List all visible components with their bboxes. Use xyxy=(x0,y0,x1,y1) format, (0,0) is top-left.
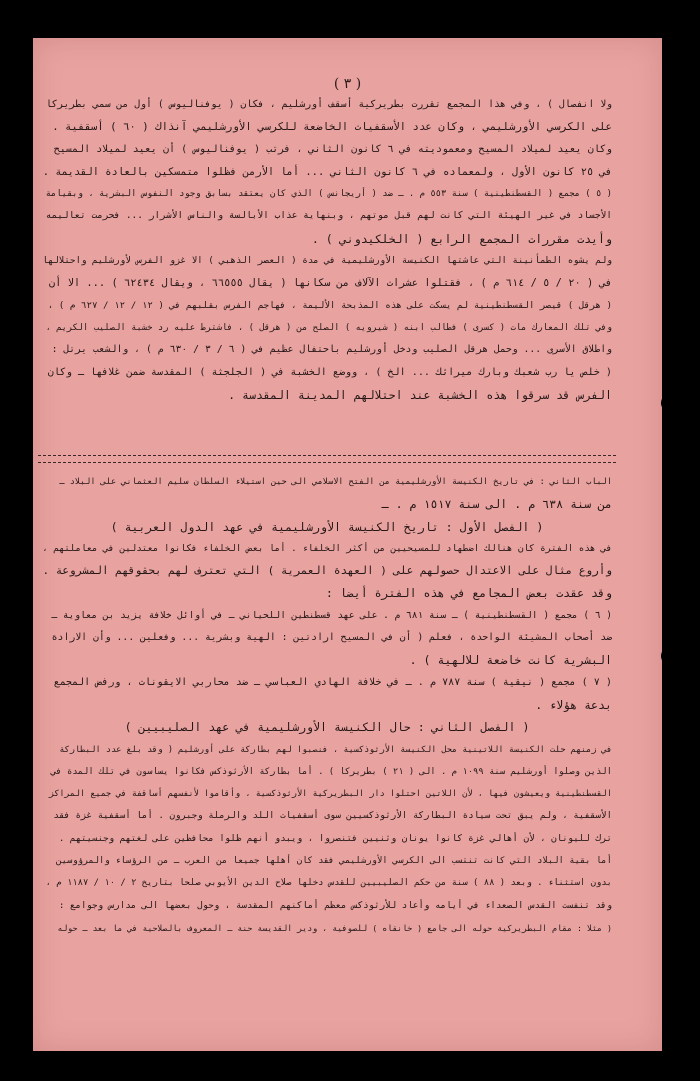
text-line: على الكرسي الأورشليمي ، وكان عدد الأسقفيات الخاضعة للكرسي الأورشليمي آنذاك ( ٦٠ ) أسقفية . xyxy=(52,120,612,134)
text-line: ( خلص يا رب شعبك وبارك ميراثك ... الخ ) ، ووضع الخشبة في ( الجلجثة ) المقدسة ضمن غلافها ـ وكان xyxy=(47,366,612,378)
text-line: وكان يعيد لميلاد المسيح ومعموديته في ٦ كانون الثاني ، فرتب ( يوفناليوس ) أن يعيد لميلاد المسيح xyxy=(53,143,612,155)
text-line: في ٢٥ كانون الأول ، ولمعماده في ٦ كانون الثاني ... أما الأرمن فظلوا متمسكين بالعادة القديمة . xyxy=(42,165,612,178)
text-line: ولا انفصال ) ، وفي هذا المجمع تقررت بطريركية أسقف أورشليم ، فكان ( يوفناليوس ) أول من سمي بطريركا xyxy=(45,99,612,110)
text-line: ( مثلا : مقام البطريركية حوله الى جامع ( خانقاه ) للصوفية ، ودير القديسة حنة ـ المعروف بالصلاحية في ما بعد ـ حوله xyxy=(57,922,612,933)
text-line: ( ٥ ) مجمع ( القسطنطينية ) سنة ٥٥٣ م . ـ ضد ( أريجانس ) الذي كان يعتقد بسابق وجود النفوس البشرية ، وبقيامة xyxy=(45,189,612,200)
text-line: ترك لليونان ، لأن أهالي غزة كانوا يونان وثنيين فتنصروا ، ويبدو أنهم ظلوا محافظين على لغتهم وجنسيتهم . xyxy=(58,832,612,844)
text-line: أما بقية البلاد التي كانت تنتسب الى الكرسي الأورشليمي فقد كان أهلها جميعا من العرب ـ من الرؤساء والمرؤوسين xyxy=(56,856,612,867)
text-line: في هذه الفترة كان هنالك اضطهاد للمسيحيين من أكثر الخلفاء . أما بعض الخلفاء فكانوا معتدلين في معاملتهم ، xyxy=(42,542,612,554)
text-line: واطلاق الأسرى ... وحمل هرقل الصليب ودخل أورشليم باحتفال عظيم في ( ٦ / ٣ / ٦٣٠ م ) ، والشعب يرتل : xyxy=(51,344,612,356)
text-line: ( هرقل ) قيصر القسطنطينية لم يسكت على هذه المذبحة الأليمة ، فهاجم الفرس بقلبهم في ( ١٢ / ١٢ / ٦٢٧ م ) ، xyxy=(47,299,612,311)
text-line: الباب الثاني : في تاريخ الكنيسة الأورشليمية من الفتح الاسلامي الى حين استيلاء السلطان سليم العثماني على البلاد ـ xyxy=(59,477,612,487)
section-chapter-two-text xyxy=(42,471,612,939)
text-line: الأسقفية ، ولم يبق تحت سيادة البطاركة الأرثوذكسيين سوى أسقفيات اللد والرملة وجبرون . أما أسقفية غزة فقد xyxy=(53,810,612,822)
text-line: وأروع مثال على الاعتدال حصولهم على ( العهدة العمرية ) التي تعترف لهم بحقوقهم المشروعة . xyxy=(42,564,612,578)
section-councils-text xyxy=(42,94,612,406)
text-line: ( ٧ ) مجمع ( نيقية ) سنة ٧٨٧ م . ـ في خلافة الهادي العباسي ـ ضد محاربي الايقونات ، ورفض المجمع xyxy=(53,676,612,688)
text-line: بدعة هؤلاء . xyxy=(535,697,612,712)
text-line: وفي تلك المعارك مات ( كسرى ) فطالب ابنه ( شيرويه ) الصلح من ( هرقل ) ، فاشترط عليه رد خشبة الصليب الكريم ، xyxy=(45,322,612,333)
page-number: ( ٣ ) xyxy=(333,76,362,92)
text-line: ( الفصل الثاني : حال الكنيسة الأورشليمية في عهد الصليبيين ) xyxy=(124,720,530,735)
text-line: ضد أصحاب المشيئة الواحدة ، فعلم ( أن في المسيح ارادتين : الهية وبشرية ... وفعلين ... وأن الارادة xyxy=(51,632,612,644)
text-line: الذين وصلوا أورشليم سنة ١٠٩٩ م . الى ( ٢١ ) بطريركا ) . أما بطاركة الأرثوذكس فكانوا يساسون في تلك المدة في xyxy=(50,766,612,777)
text-line: في زمنهم حلت الكنيسة اللاتينية محل الكنيسة الأرثوذكسية ، فنصبوا لهم بطاركة على أورشليم ( وقد بلغ عدد البطاركة xyxy=(59,744,612,755)
text-line: القسطنطينية ويعيشون فيها ، لأن اللاتين احتلوا دار البطريركية الأرثوذكسية ، وأقاموا لأنفسهم أساقفة في جميع المراكز xyxy=(49,789,612,800)
section-divider xyxy=(38,455,616,463)
text-line: من سنة ٦٣٨ م . الى سنة ١٥١٧ م . ـ xyxy=(381,497,612,512)
text-line: ( ٦ ) مجمع ( القسطنطينية ) ـ سنة ٦٨١ م . على عهد قسطنطين اللحياني ـ في أوائل خلافة يزيد بن معاوية ـ xyxy=(51,609,612,621)
text-line: وأيدت مقررات المجمع الرابع ( الخلكيدوني ) . xyxy=(311,231,612,246)
text-line: وقد تنفست القدس الصعداء في أيامه وأعاد للأرثوذكس معظم أماكنهم المقدسة ، وحول بعضها الى مدارس وجوامع : xyxy=(58,899,612,911)
text-line: ولم يشوه الطمأنينة التي عاشتها الكنيسة الأورشليمية في مدة ( العصر الذهبي ) الا غزو الفرس لأورشليم واحتلالها xyxy=(42,255,612,267)
punch-hole-lower xyxy=(661,647,679,665)
text-line: في ( ٢٠ / ٥ / ٦١٤ م ) ، فقتلوا عشرات الآلاف من سكانها ( يقال ٦٦٥٥٥ ، ويقال ٦٢٤٣٤ ) ... الا أن xyxy=(48,277,612,290)
text-line: بدون استثناء . وبعد ( ٨٨ ) سنة من حكم الصليبيين للقدس دخلها صلاح الدين الأيوبي صلحا بتاريخ ٢ / ١٠ / ١١٨٧ م ، xyxy=(45,878,612,889)
punch-hole-upper xyxy=(661,394,679,412)
text-line: الأجساد في غير الهيئة التي كانت لهم قبل موتهم ، وبنهاية عذاب الأبالسة والناس الأشرار ... فحرمت تعاليمه xyxy=(45,210,612,222)
text-line: الفرس قد سرقوا هذه الخشبة عند احتلالهم المدينة المقدسة . xyxy=(228,387,612,402)
text-line: وقد عقدت بعض المجامع في هذه الفترة أيضا : xyxy=(325,586,612,601)
text-line: ( الفصل الأول : تاريخ الكنيسة الأورشليمية في عهد الدول العربية ) xyxy=(110,519,544,534)
text-line: البشرية كانت خاضعة للالهية ) . xyxy=(409,653,612,668)
